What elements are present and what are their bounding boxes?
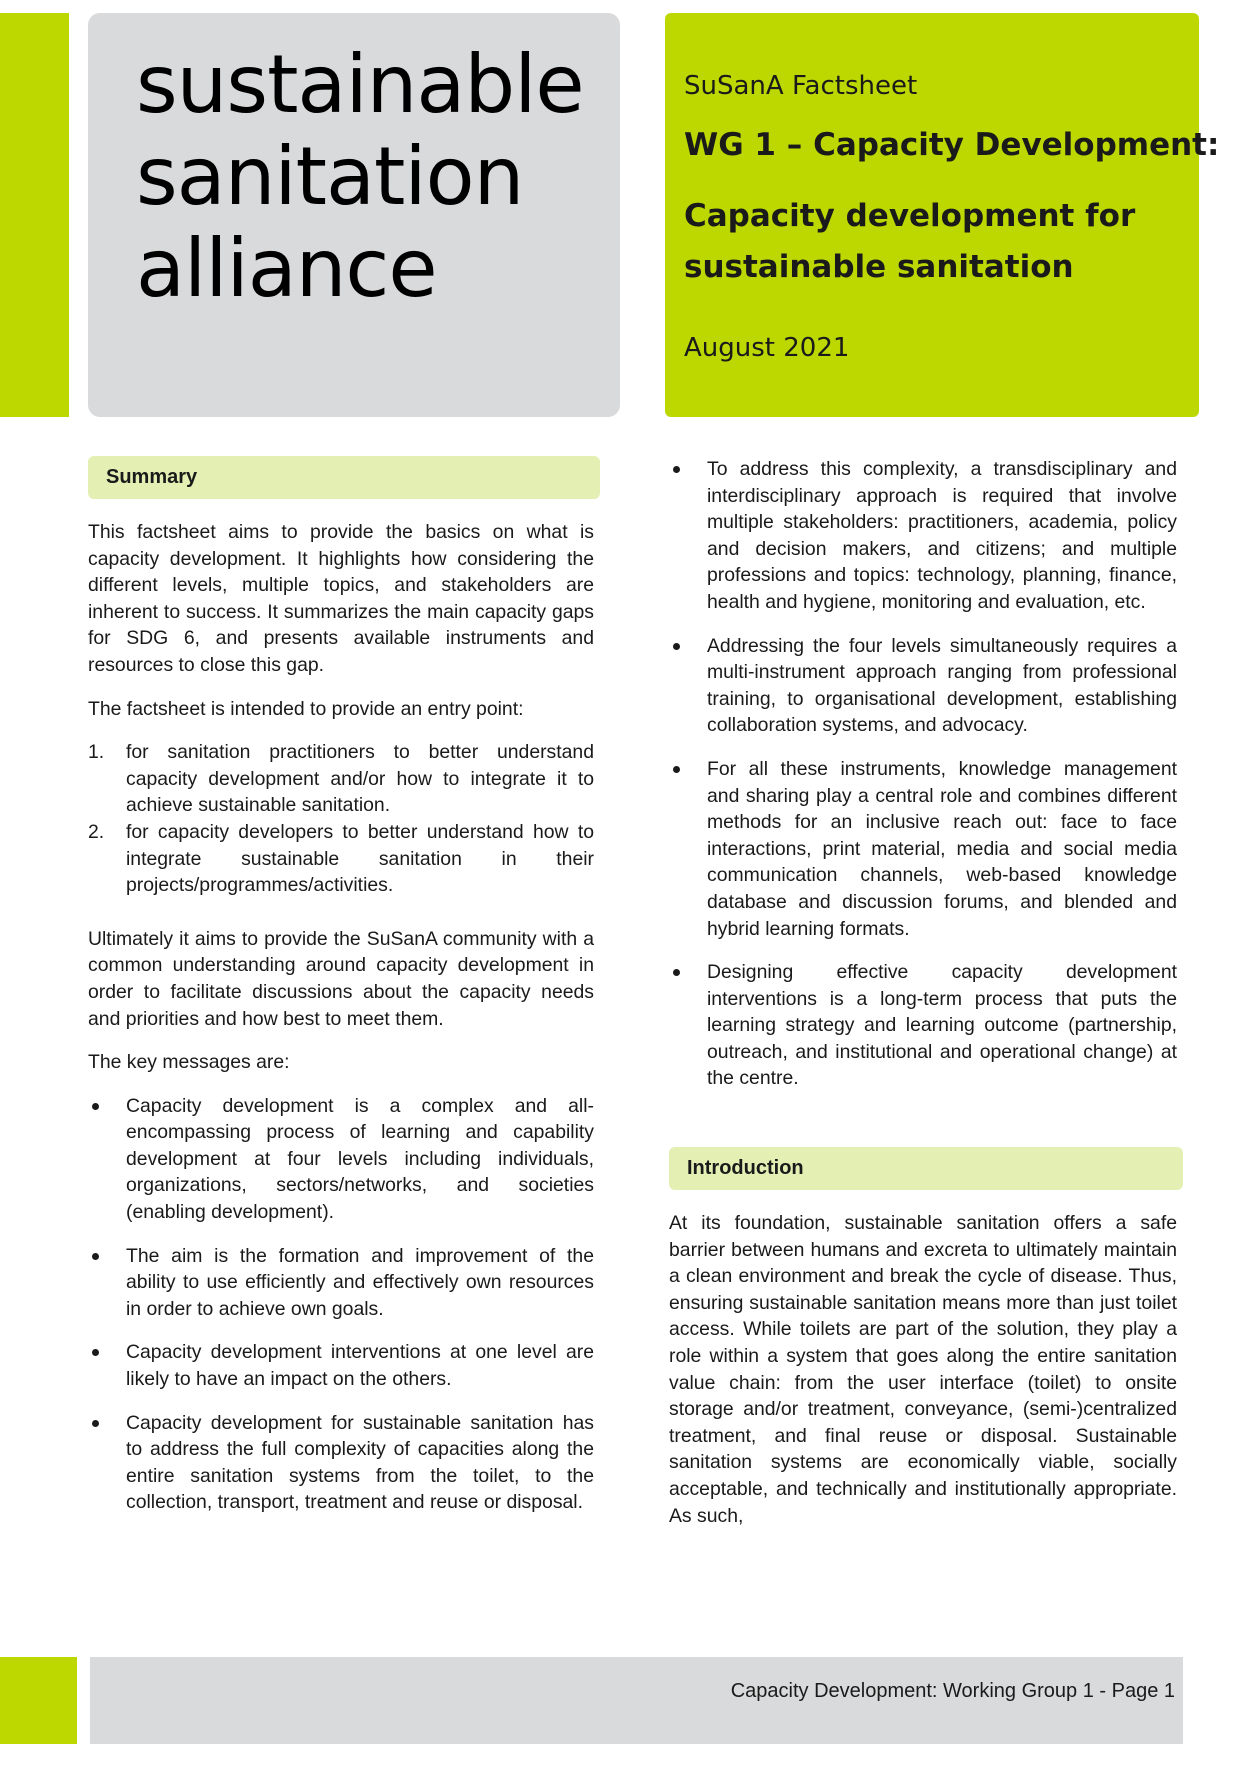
bullet-icon [92, 1253, 99, 1260]
list-item [88, 1243, 594, 1323]
bullet-icon [92, 1349, 99, 1356]
list-item [88, 739, 594, 819]
logo-line: sustainable [136, 38, 584, 131]
list-item-text: Designing effective capacity development interventions is a long-term process that puts the learning strategy and learning outcome (partnership, outreach, and institutional and operational change) at the centre. [707, 961, 1177, 1090]
right-column [669, 456, 1177, 1529]
list-item [669, 959, 1177, 1092]
factsheet-label: SuSanA Factsheet [684, 71, 918, 101]
bullet-icon [673, 969, 680, 976]
logo-line: sanitation [136, 130, 524, 223]
list-number: 2. [88, 820, 105, 843]
title-panel [665, 13, 1220, 417]
summary-paragraph: This factsheet aims to provide the basics on what is capacity development. It highlights how considering the different levels, multiple topics, and stakeholders are inherent to success. It summarizes the main capacity gaps for SDG 6, and presents available instruments and resources to close this gap. [88, 521, 594, 676]
logo-panel [88, 13, 620, 417]
susana-logo-text [136, 39, 584, 315]
introduction-heading: Introduction [669, 1147, 1183, 1190]
list-item [88, 819, 594, 899]
list-item-text: Capacity development interventions at one level are likely to have an impact on the others. [126, 1341, 594, 1391]
bullet-icon [673, 766, 680, 773]
list-item [669, 633, 1177, 739]
list-item-text: Capacity development for sustainable sanitation has to address the full complexity of capacities along the entire sanitation systems from the toilet, to the collection, transport, treatment and reuse or disposal. [126, 1411, 594, 1514]
left-column [88, 456, 594, 1516]
summary-paragraph: Ultimately it aims to provide the SuSanA community with a common understanding around capacity development in order to facilitate discussions about the capacity needs and priorities and how best to meet them. [88, 927, 594, 1030]
list-item-text: for capacity developers to better understand how to integrate sustainable sanitation in their projects/programmes/activities. [126, 820, 594, 897]
list-item-text: Addressing the four levels simultaneously requires a multi-instrument approach ranging from professional training, to organisational development, establishing collaboration systems, and advocacy. [707, 634, 1177, 737]
bullet-icon [92, 1420, 99, 1427]
list-item [669, 756, 1177, 942]
introduction-paragraph: At its foundation, sustainable sanitation offers a safe barrier between humans and excreta to ultimately maintain a clean environment and break the cycle of disease. Thus, ensuring sustainable sanitation means more than just toilet access. While toilets are part of the solution, they play a role within a system that goes along the entire sanitation value chain: from the user interface (toilet) to onsite storage and/or treatment, conveyance, (semi-)centralized treatment, and final reuse or disposal. Sustainable sanitation systems are economically viable, socially acceptable, and technically and institutionally appropriate. As such, [669, 1212, 1177, 1527]
left-accent-stripe [0, 13, 69, 417]
summary-heading: Summary [88, 456, 600, 499]
key-messages-list-continued [669, 456, 1177, 1092]
bullet-icon [673, 466, 680, 473]
publication-date: August 2021 [684, 333, 850, 363]
list-item-text: For all these instruments, knowledge management and sharing play a central role and combines different methods for an inclusive reach out: face to face interactions, print material, media and social media communication channels, web-based knowledge database and discussion forums, and blended and hybrid learning formats. [707, 757, 1177, 940]
list-item [88, 1093, 594, 1226]
key-messages-list [88, 1093, 594, 1516]
list-item [88, 1339, 594, 1392]
entry-point-list [88, 739, 594, 899]
working-group-title: WG 1 – Capacity Development: [684, 127, 1220, 163]
summary-paragraph: The factsheet is intended to provide an entry point: [88, 697, 524, 720]
page-footer-text: Capacity Development: Working Group 1 - Page 1 [730, 1680, 1175, 1702]
list-item-text: To address this complexity, a transdisciplinary and interdisciplinary approach is required that involve multiple stakeholders: practitioners, academia, policy and decision makers, and citizens; and multiple professions and topics: technology, planning, finance, health and hygiene, monitoring and evaluation, etc. [707, 458, 1177, 613]
footer-bar [90, 1657, 1183, 1744]
list-number: 1. [88, 741, 105, 764]
bullet-icon [92, 1103, 99, 1110]
list-item-text: for sanitation practitioners to better understand capacity development and/or how to integrate it to achieve sustainable sanitation. [126, 741, 594, 817]
list-item-text: The aim is the formation and improvement of the ability to use efficiently and effectively own resources in order to achieve own goals. [126, 1244, 594, 1320]
document-title: Capacity development for sustainable sanitation [684, 198, 1136, 285]
bullet-icon [673, 643, 680, 650]
list-item [669, 456, 1177, 616]
logo-line: alliance [136, 222, 437, 315]
list-item-text: Capacity development is a complex and all-encompassing process of learning and capability development at four levels including individuals, organizations, sectors/networks, and societies (enabling development). [126, 1094, 594, 1224]
summary-paragraph: The key messages are: [88, 1051, 290, 1074]
list-item [88, 1410, 594, 1516]
footer-accent-stripe [0, 1657, 77, 1744]
